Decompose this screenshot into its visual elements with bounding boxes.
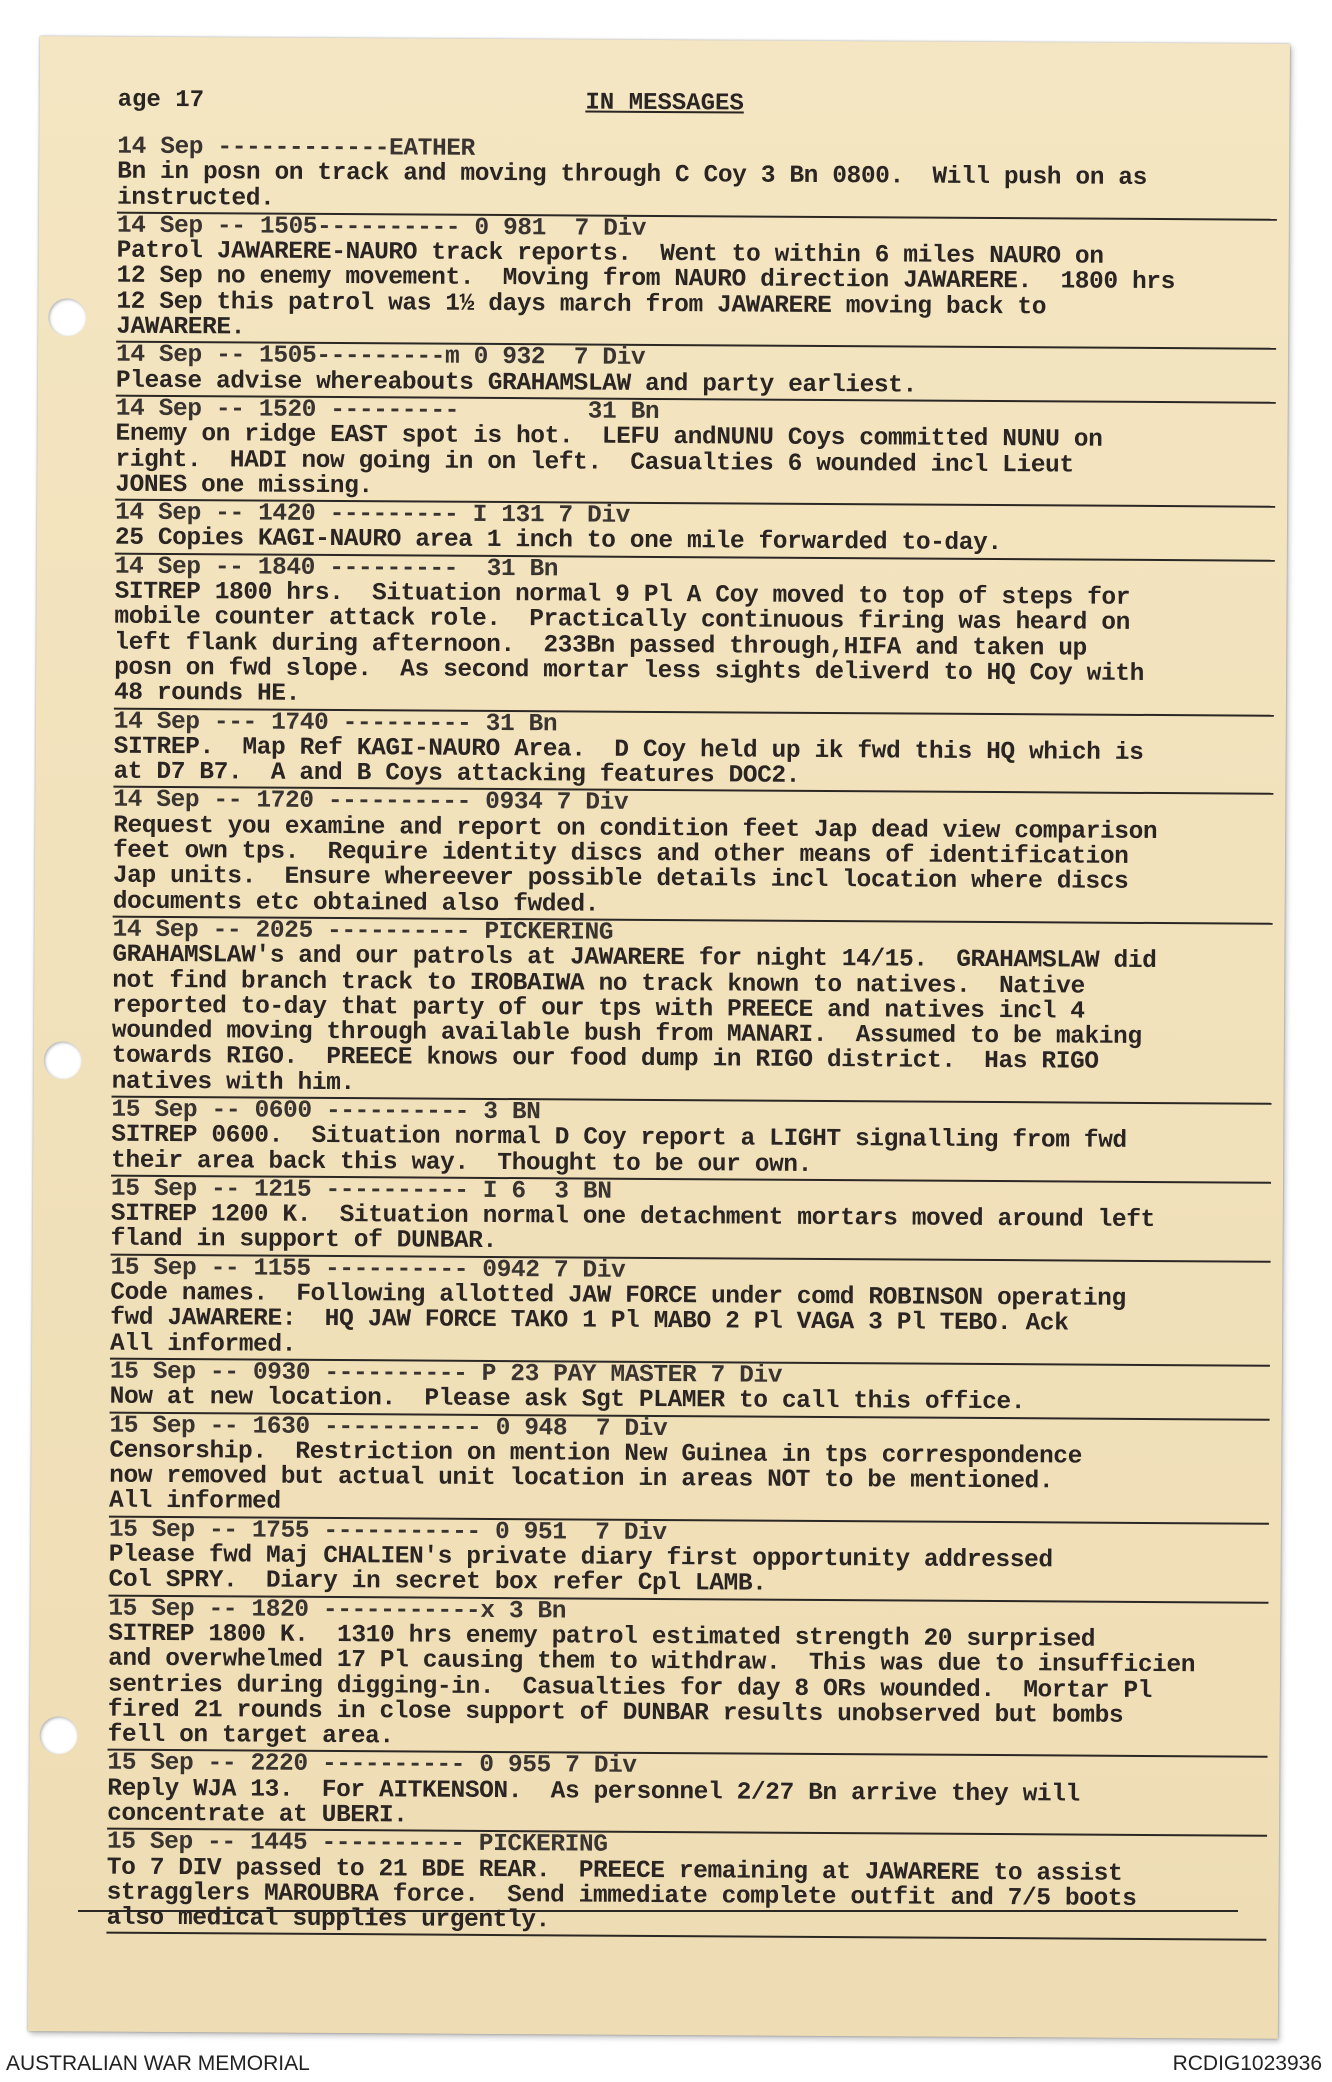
message-line: fired 21 rounds in close support of DUNBAR results unobserved but bombs xyxy=(107,1696,1124,1730)
message-line: fwd JAWARERE: HQ JAW FORCE TAKO 1 Pl MABO 2 Pl VAGA 3 Pl TEBO. Ack xyxy=(110,1304,1069,1338)
punch-hole xyxy=(40,1716,78,1754)
punch-hole xyxy=(44,1041,82,1079)
message-line: mobile counter attack role. Practically continuous firing was heard on xyxy=(114,603,1131,638)
message-line: Col SPRY. Diary in secret box refer Cpl LAMB. xyxy=(108,1566,767,1598)
message-line: right. HADI now going in on left. Casualties 6 wounded incl Lieut xyxy=(115,446,1074,480)
message-header: 15 Sep -- 1215 ---------- I 6 3 BN xyxy=(110,1175,612,1206)
message-header: 14 Sep ------------EATHER xyxy=(117,133,475,163)
archive-id: RCDIG1023936 xyxy=(1172,2052,1322,2075)
message-line: reported to-day that party of our tps with PREECE and natives incl 4 xyxy=(112,992,1085,1026)
message-header: 14 Sep -- 1720 ---------- 0934 7 Div xyxy=(113,787,629,818)
message-line: sentries during digging-in. Casualties for day 8 ORs wounded. Mortar Pl xyxy=(107,1671,1153,1705)
message-entry xyxy=(111,1177,1271,1263)
message-header: 14 Sep -- 2025 ---------- PICKERING xyxy=(112,916,614,947)
message-line: 25 Copies KAGI-NAURO area 1 inch to one mile forwarded to-day. xyxy=(114,525,1002,558)
message-line: SITREP 1800 hrs. Situation normal 9 Pl A Coy moved to top of steps for xyxy=(114,578,1131,612)
end-rule xyxy=(78,1910,1238,1912)
document-sheet xyxy=(28,36,1290,2039)
message-header: 14 Sep --- 1740 --------- 31 Bn xyxy=(113,708,558,738)
punch-hole xyxy=(48,298,86,336)
message-header: 14 Sep -- 1505---------m 0 932 7 Div xyxy=(115,342,646,373)
message-line: and overwhelmed 17 Pl causing them to withdraw. This was due to insufficien xyxy=(108,1645,1196,1680)
message-line: GRAHAMSLAW's and our patrols at JAWARERE for night 14/15. GRAHAMSLAW did xyxy=(112,941,1157,976)
message-line: All informed. xyxy=(109,1330,297,1359)
message-header: 15 Sep -- 0600 ---------- 3 BN xyxy=(111,1096,541,1127)
message-entry xyxy=(115,397,1276,508)
message-line: Please fwd Maj CHALIEN's private diary first opportunity addressed xyxy=(108,1541,1053,1575)
message-line: their area back this way. Thought to be our own. xyxy=(111,1147,813,1179)
message-entry xyxy=(112,918,1273,1105)
message-line: fell on target area. xyxy=(107,1721,394,1751)
message-entry xyxy=(115,501,1275,562)
message-header: 15 Sep -- 0930 ---------- P 23 PAY MASTER 7 Div xyxy=(109,1358,783,1390)
message-line: 48 rounds HE. xyxy=(113,679,301,709)
message-entry xyxy=(109,1413,1270,1524)
message-entry xyxy=(110,1255,1271,1366)
message-line: 12 Sep no enemy movement. Moving from NAURO direction JAWARERE. 1800 hrs xyxy=(116,263,1175,297)
message-line: at D7 B7. A and B Coys attacking features DOC2. xyxy=(113,758,801,790)
page-number: age 17 xyxy=(117,86,205,115)
message-entry xyxy=(113,788,1274,925)
message-line: left flank during afternoon. 233Bn passed through,HIFA and taken up xyxy=(114,629,1087,663)
message-line: JONES one missing. xyxy=(115,471,373,501)
message-line: feet own tps. Require identity discs and other means of identification xyxy=(112,837,1129,871)
message-line: SITREP. Map Ref KAGI-NAURO Area. D Coy held up ik fwd this HQ which is xyxy=(113,733,1144,767)
message-line: Request you examine and report on condition feet Jap dead view comparison xyxy=(113,812,1158,846)
message-entry xyxy=(107,1751,1267,1837)
message-line: SITREP 1200 K. Situation normal one detachment mortars moved around left xyxy=(110,1200,1155,1235)
message-line: instructed. xyxy=(116,184,275,213)
message-entry xyxy=(116,343,1276,404)
message-line: Patrol JAWARERE-NAURO track reports. Went to within 6 miles NAURO on xyxy=(116,237,1104,271)
message-entry xyxy=(117,135,1277,221)
message-entry xyxy=(106,1830,1267,1941)
message-line: natives with him. xyxy=(111,1068,355,1097)
archive-credit: AUSTRALIAN WAR MEMORIAL xyxy=(6,2052,310,2075)
message-entry xyxy=(108,1596,1269,1758)
message-header: 14 Sep -- 1420 --------- I 131 7 Div xyxy=(115,499,631,530)
message-header: 15 Sep -- 1155 ---------- 0942 7 Div xyxy=(110,1254,626,1285)
message-line: towards RIGO. PREECE knows our food dump in RIGO district. Has RIGO xyxy=(111,1043,1099,1077)
message-line: Please advise whereabouts GRAHAMSLAW and party earliest. xyxy=(115,367,917,400)
message-line: 12 Sep this patrol was 1½ days march from JAWARERE moving back to xyxy=(116,288,1047,322)
message-line: To 7 DIV passed to 21 BDE REAR. PREECE remaining at JAWARERE to assist xyxy=(106,1854,1123,1888)
message-line: All informed xyxy=(108,1488,281,1517)
message-header: 14 Sep -- 1840 --------- 31 Bn xyxy=(114,553,559,584)
message-line: Bn in posn on track and moving through C Coy 3 Bn 0800. Will push on as xyxy=(117,158,1148,193)
message-line: JAWARERE. xyxy=(116,313,246,342)
message-entry xyxy=(111,1098,1271,1184)
message-entry xyxy=(108,1517,1268,1603)
message-header: 15 Sep -- 1445 ---------- PICKERING xyxy=(106,1828,608,1859)
message-line: SITREP 1800 K. 1310 hrs enemy patrol estimated strength 20 surprised xyxy=(108,1620,1096,1654)
message-line: posn on fwd slope. As second mortar less sights deliverd to HQ Coy with xyxy=(114,654,1144,688)
message-header: 14 Sep -- 1505---------- 0 981 7 Div xyxy=(116,212,647,243)
message-entry xyxy=(116,214,1277,351)
message-line: wounded moving through available bush from MANARI. Assumed to be making xyxy=(111,1017,1142,1052)
message-log xyxy=(106,135,1277,1942)
message-entry xyxy=(114,554,1275,716)
message-line: Code names. Following allotted JAW FORCE under comd ROBINSON operating xyxy=(110,1279,1126,1313)
message-line: also medical supplies urgently. xyxy=(106,1904,550,1935)
message-line: SITREP 0600. Situation normal D Coy report a LIGHT signalling from fwd xyxy=(111,1121,1127,1156)
message-entry xyxy=(113,709,1273,795)
message-line: now removed but actual unit location in areas NOT to be mentioned. xyxy=(109,1462,1054,1496)
message-line: Jap units. Ensure whereever possible details incl location where discs xyxy=(112,862,1129,897)
message-line: Enemy on ridge EAST spot is hot. LEFU andNUNU Coys committed NUNU on xyxy=(115,420,1103,454)
page-heading: IN MESSAGES xyxy=(585,89,744,118)
message-line: documents etc obtained also fwded. xyxy=(112,888,600,919)
message-line: not find branch track to IROBAIWA no track known to natives. Native xyxy=(112,967,1085,1001)
message-line: Censorship. Restriction on mention New Guinea in tps correspondence xyxy=(109,1437,1083,1471)
message-entry xyxy=(110,1360,1270,1421)
message-line: stragglers MAROUBRA force. Send immediate complete outfit and 7/5 boots xyxy=(106,1879,1137,1913)
message-header: 15 Sep -- 2220 ---------- 0 955 7 Div xyxy=(107,1750,637,1781)
message-line: Now at new location. Please ask Sgt PLAMER to call this office. xyxy=(109,1383,1026,1417)
message-header: 15 Sep -- 1820 -----------x 3 Bn xyxy=(108,1595,567,1626)
message-line: concentrate at UBERI. xyxy=(107,1800,408,1830)
message-header: 15 Sep -- 1755 ----------- 0 951 7 Div xyxy=(108,1516,667,1547)
message-header: 15 Sep -- 1630 ----------- 0 948 7 Div xyxy=(109,1412,668,1443)
message-header: 14 Sep -- 1520 --------- 31 Bn xyxy=(115,395,660,426)
message-line: fland in support of DUNBAR. xyxy=(110,1226,497,1256)
message-line: Reply WJA 13. For AITKENSON. As personnel 2/27 Bn arrive they will xyxy=(107,1775,1080,1809)
